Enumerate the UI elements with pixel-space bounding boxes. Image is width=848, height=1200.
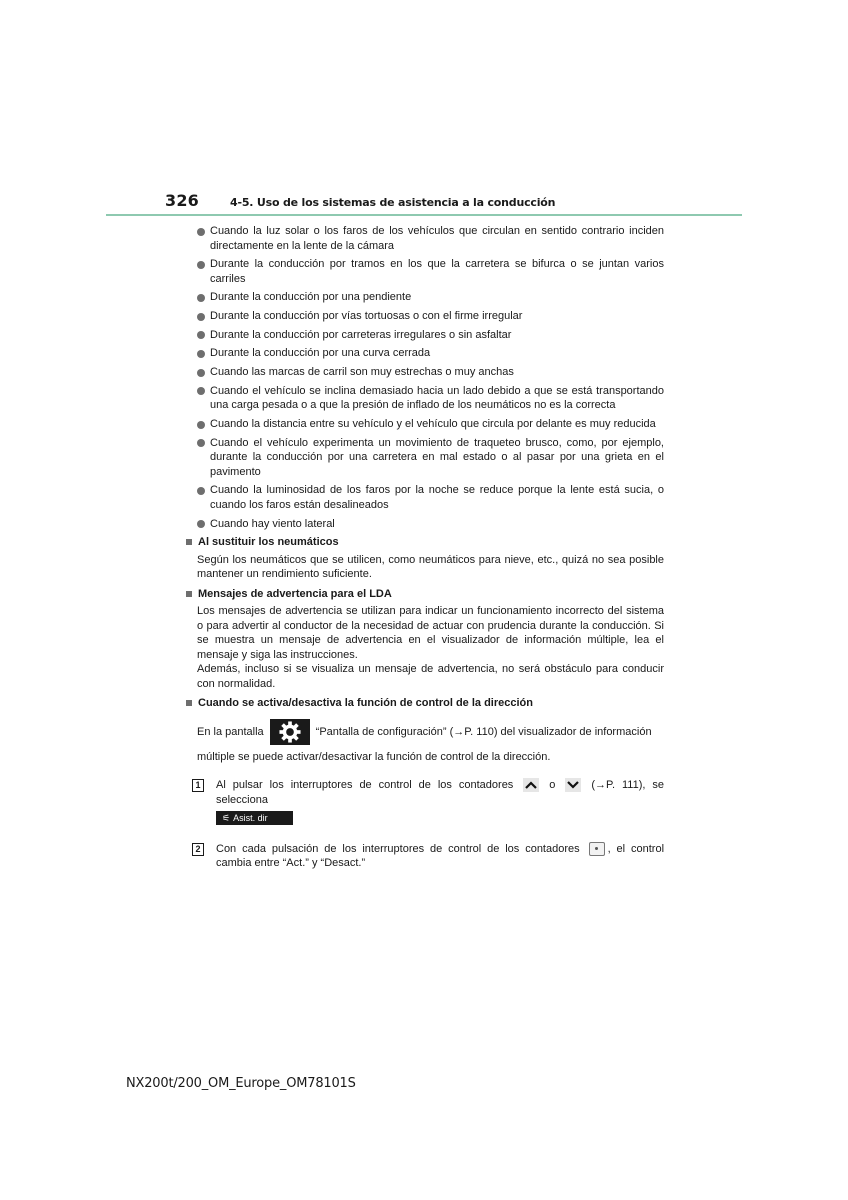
document-code: NX200t/200_OM_Europe_OM78101S xyxy=(126,1076,356,1091)
list-item xyxy=(197,328,664,343)
list-item-text: Cuando hay viento lateral xyxy=(210,517,335,530)
intro-line-2: múltiple se puede activar/desactivar la función de control de la dirección. xyxy=(197,750,551,763)
steering-heading xyxy=(186,696,664,711)
lda-text-2: Además, incluso si se visualiza un mensaje de advertencia, no será obstáculo para conducir con normalidad. xyxy=(197,663,664,690)
circle-bullet-icon xyxy=(197,487,205,495)
list-item-text: Cuando el vehículo se inclina demasiado hacia un lado debido a que se está transportando una carga pesada o a que la presión de inflado de los neumáticos no es la correcta xyxy=(210,384,664,412)
list-item-text: Durante la conducción por tramos en los que la carretera se bifurca o se juntan varios carriles xyxy=(210,258,664,285)
step-1 xyxy=(192,778,664,825)
circle-bullet-icon xyxy=(197,313,205,321)
tires-heading-text: Al sustituir los neumáticos xyxy=(198,536,339,549)
header-divider xyxy=(106,214,742,216)
step-number: 2 xyxy=(192,843,204,856)
gear-icon xyxy=(270,719,310,745)
intro-after-text: “Pantalla de configuración” (→P. 110) del visualizador de información xyxy=(315,725,652,738)
lda-heading-text: Mensajes de advertencia para el LDA xyxy=(198,587,392,600)
section-title: 4-5. Uso de los sistemas de asistencia a la conducción xyxy=(230,196,556,209)
step-number: 1 xyxy=(192,779,204,792)
chevron-up-icon xyxy=(523,778,539,792)
list-item xyxy=(197,417,664,432)
steering-assist-icon: ⚟ xyxy=(222,813,231,823)
list-item-text: Cuando la luz solar o los faros de los vehículos que circulan en sentido contrario inciden directamente en la lente de la cámara xyxy=(210,225,664,252)
circle-bullet-icon xyxy=(197,350,205,358)
list-item xyxy=(197,224,664,253)
list-item-text: Durante la conducción por vías tortuosas o con el firme irregular xyxy=(210,310,523,323)
list-item-text: Cuando las marcas de carril son muy estrechas o muy anchas xyxy=(210,366,514,379)
list-item xyxy=(197,346,664,361)
step2-before-text: Con cada pulsación de los interruptores de control de los contadores xyxy=(216,842,580,855)
list-item xyxy=(197,384,664,413)
chevron-down-icon xyxy=(565,778,581,792)
circle-bullet-icon xyxy=(197,439,205,447)
page-number: 326 xyxy=(165,191,199,210)
circle-bullet-icon xyxy=(197,387,205,395)
list-item xyxy=(197,290,664,305)
lda-text xyxy=(197,604,664,691)
list-item-text: Durante la conducción por una curva cerrada xyxy=(210,347,431,360)
condition-list xyxy=(197,224,664,531)
step1-after-text: (→P. 111), se selecciona xyxy=(216,779,665,806)
page-content xyxy=(186,224,664,871)
steering-heading-text: Cuando se activa/desactiva la función de control de la dirección xyxy=(198,697,533,710)
list-item xyxy=(197,309,664,324)
circle-bullet-icon xyxy=(197,261,205,269)
circle-bullet-icon xyxy=(197,331,205,339)
square-bullet-icon xyxy=(186,539,192,545)
circle-bullet-icon xyxy=(197,520,205,528)
lda-heading xyxy=(186,587,664,602)
badge-label: Asist. dir xyxy=(233,813,268,823)
list-item xyxy=(197,257,664,286)
step2-after-text: , el control cambia entre “Act.” y “Desact.” xyxy=(216,842,665,869)
circle-bullet-icon xyxy=(197,369,205,377)
steering-intro xyxy=(197,719,664,745)
meter-switch-icon xyxy=(589,842,605,856)
list-item-text: Durante la conducción por carreteras irregulares o sin asfaltar xyxy=(210,328,512,341)
tires-heading xyxy=(186,535,664,550)
list-item xyxy=(197,517,664,532)
list-item-text: Durante la conducción por una pendiente xyxy=(210,291,412,304)
lda-text-1: Los mensajes de advertencia se utilizan para indicar un funcionamiento incorrecto del sistema o para advertir al conductor de la necesidad de actuar con prudencia durante la conducción. Si se muestra un mensaje de advertencia en el visualizador de información múltiple, lea el mensaje y siga las instrucciones. xyxy=(197,605,664,661)
step-2 xyxy=(192,842,664,871)
list-item-text: Cuando la luminosidad de los faros por la noche se reduce porque la lente está sucia, o cuando los faros están desalineados xyxy=(210,484,664,511)
list-item xyxy=(197,365,664,380)
list-item-text: Cuando la distancia entre su vehículo y el vehículo que circula por delante es muy reducida xyxy=(210,418,656,430)
intro-before-text: En la pantalla xyxy=(197,725,264,738)
step1-mid-text: o xyxy=(549,779,556,792)
steering-assist-badge xyxy=(216,811,293,825)
list-item xyxy=(197,436,664,480)
circle-bullet-icon xyxy=(197,421,205,429)
list-item-text: Cuando el vehículo experimenta un movimiento de traqueteo brusco, como, por ejemplo, durante la conducción por una carretera en mal estado o al pasar por una grieta en el pavimento xyxy=(210,436,664,478)
circle-bullet-icon xyxy=(197,294,205,302)
tires-text: Según los neumáticos que se utilicen, como neumáticos para nieve, etc., quizá no sea posible mantener un rendimiento suficiente. xyxy=(197,553,664,581)
square-bullet-icon xyxy=(186,700,192,706)
circle-bullet-icon xyxy=(197,228,205,236)
step1-before-text: Al pulsar los interruptores de control de los contadores xyxy=(216,779,514,792)
list-item xyxy=(197,483,664,512)
square-bullet-icon xyxy=(186,591,192,597)
